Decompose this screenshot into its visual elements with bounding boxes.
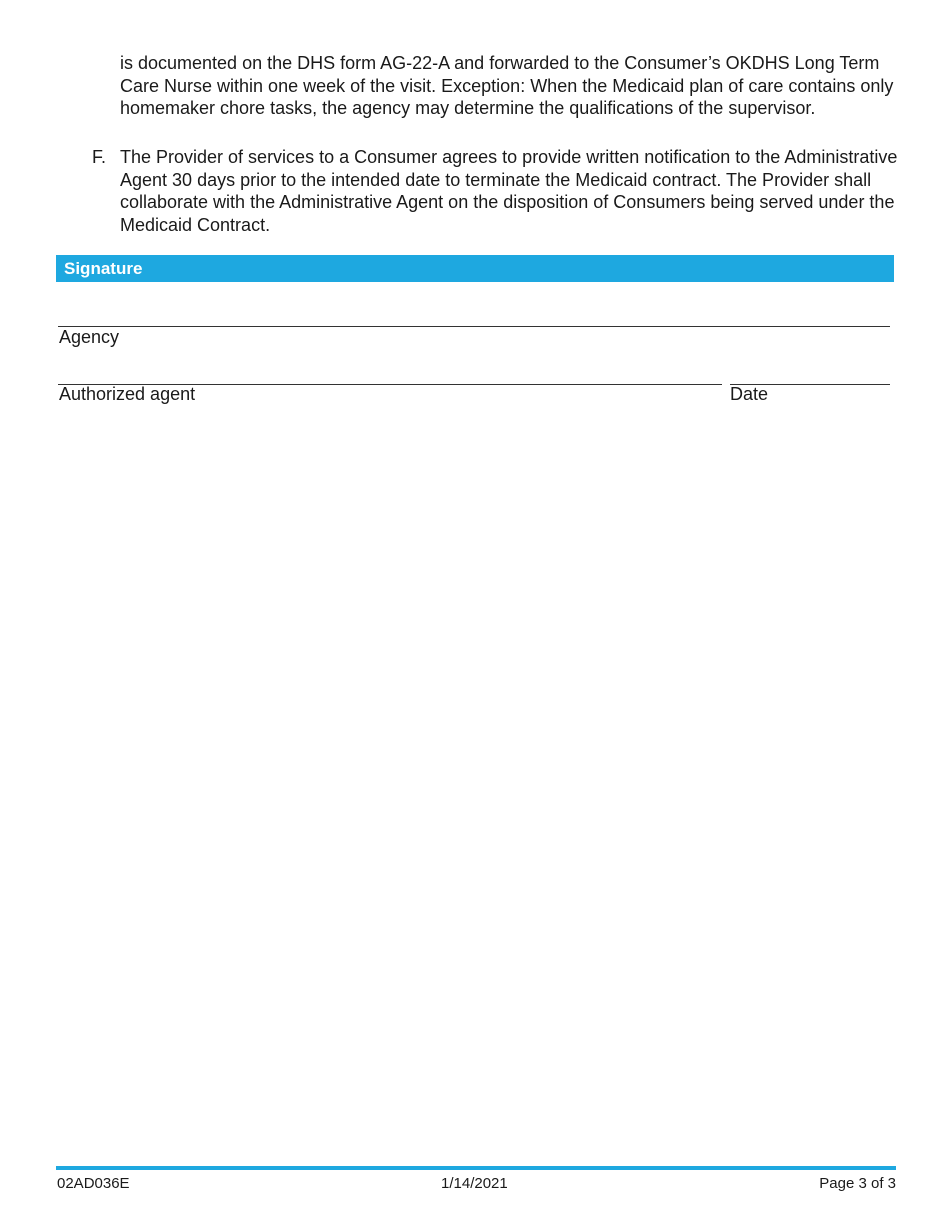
- footer-page-number: Page 3 of 3: [819, 1175, 896, 1192]
- signature-section-header: Signature: [56, 255, 894, 282]
- agency-signature-line[interactable]: [58, 326, 890, 327]
- agency-label: Agency: [59, 327, 120, 347]
- list-item-f: [92, 146, 900, 236]
- footer-revision-date: 1/14/2021: [441, 1175, 508, 1192]
- continuation-paragraph: is documented on the DHS form AG-22-A and forwarded to the Consumer’s OKDHS Long Term Care Nurse within one week of the visit. Exception: When the Medicaid plan of care contains only homemaker chore tasks, the agency may determine the qualifications of the supervisor.: [120, 53, 894, 118]
- list-item-text: The Provider of services to a Consumer agrees to provide written notification to the Administrative Agent 30 days prior to the intended date to terminate the Medicaid contract. The Provider shall collaborate with the Administrative Agent on the disposition of Consumers being served under the Medicaid Contract.: [120, 147, 898, 235]
- footer-form-code: 02AD036E: [57, 1175, 130, 1192]
- authorized-agent-label: Authorized agent: [59, 384, 196, 404]
- list-marker: F.: [92, 147, 107, 167]
- date-label: Date: [730, 384, 769, 404]
- footer-rule: [56, 1166, 896, 1170]
